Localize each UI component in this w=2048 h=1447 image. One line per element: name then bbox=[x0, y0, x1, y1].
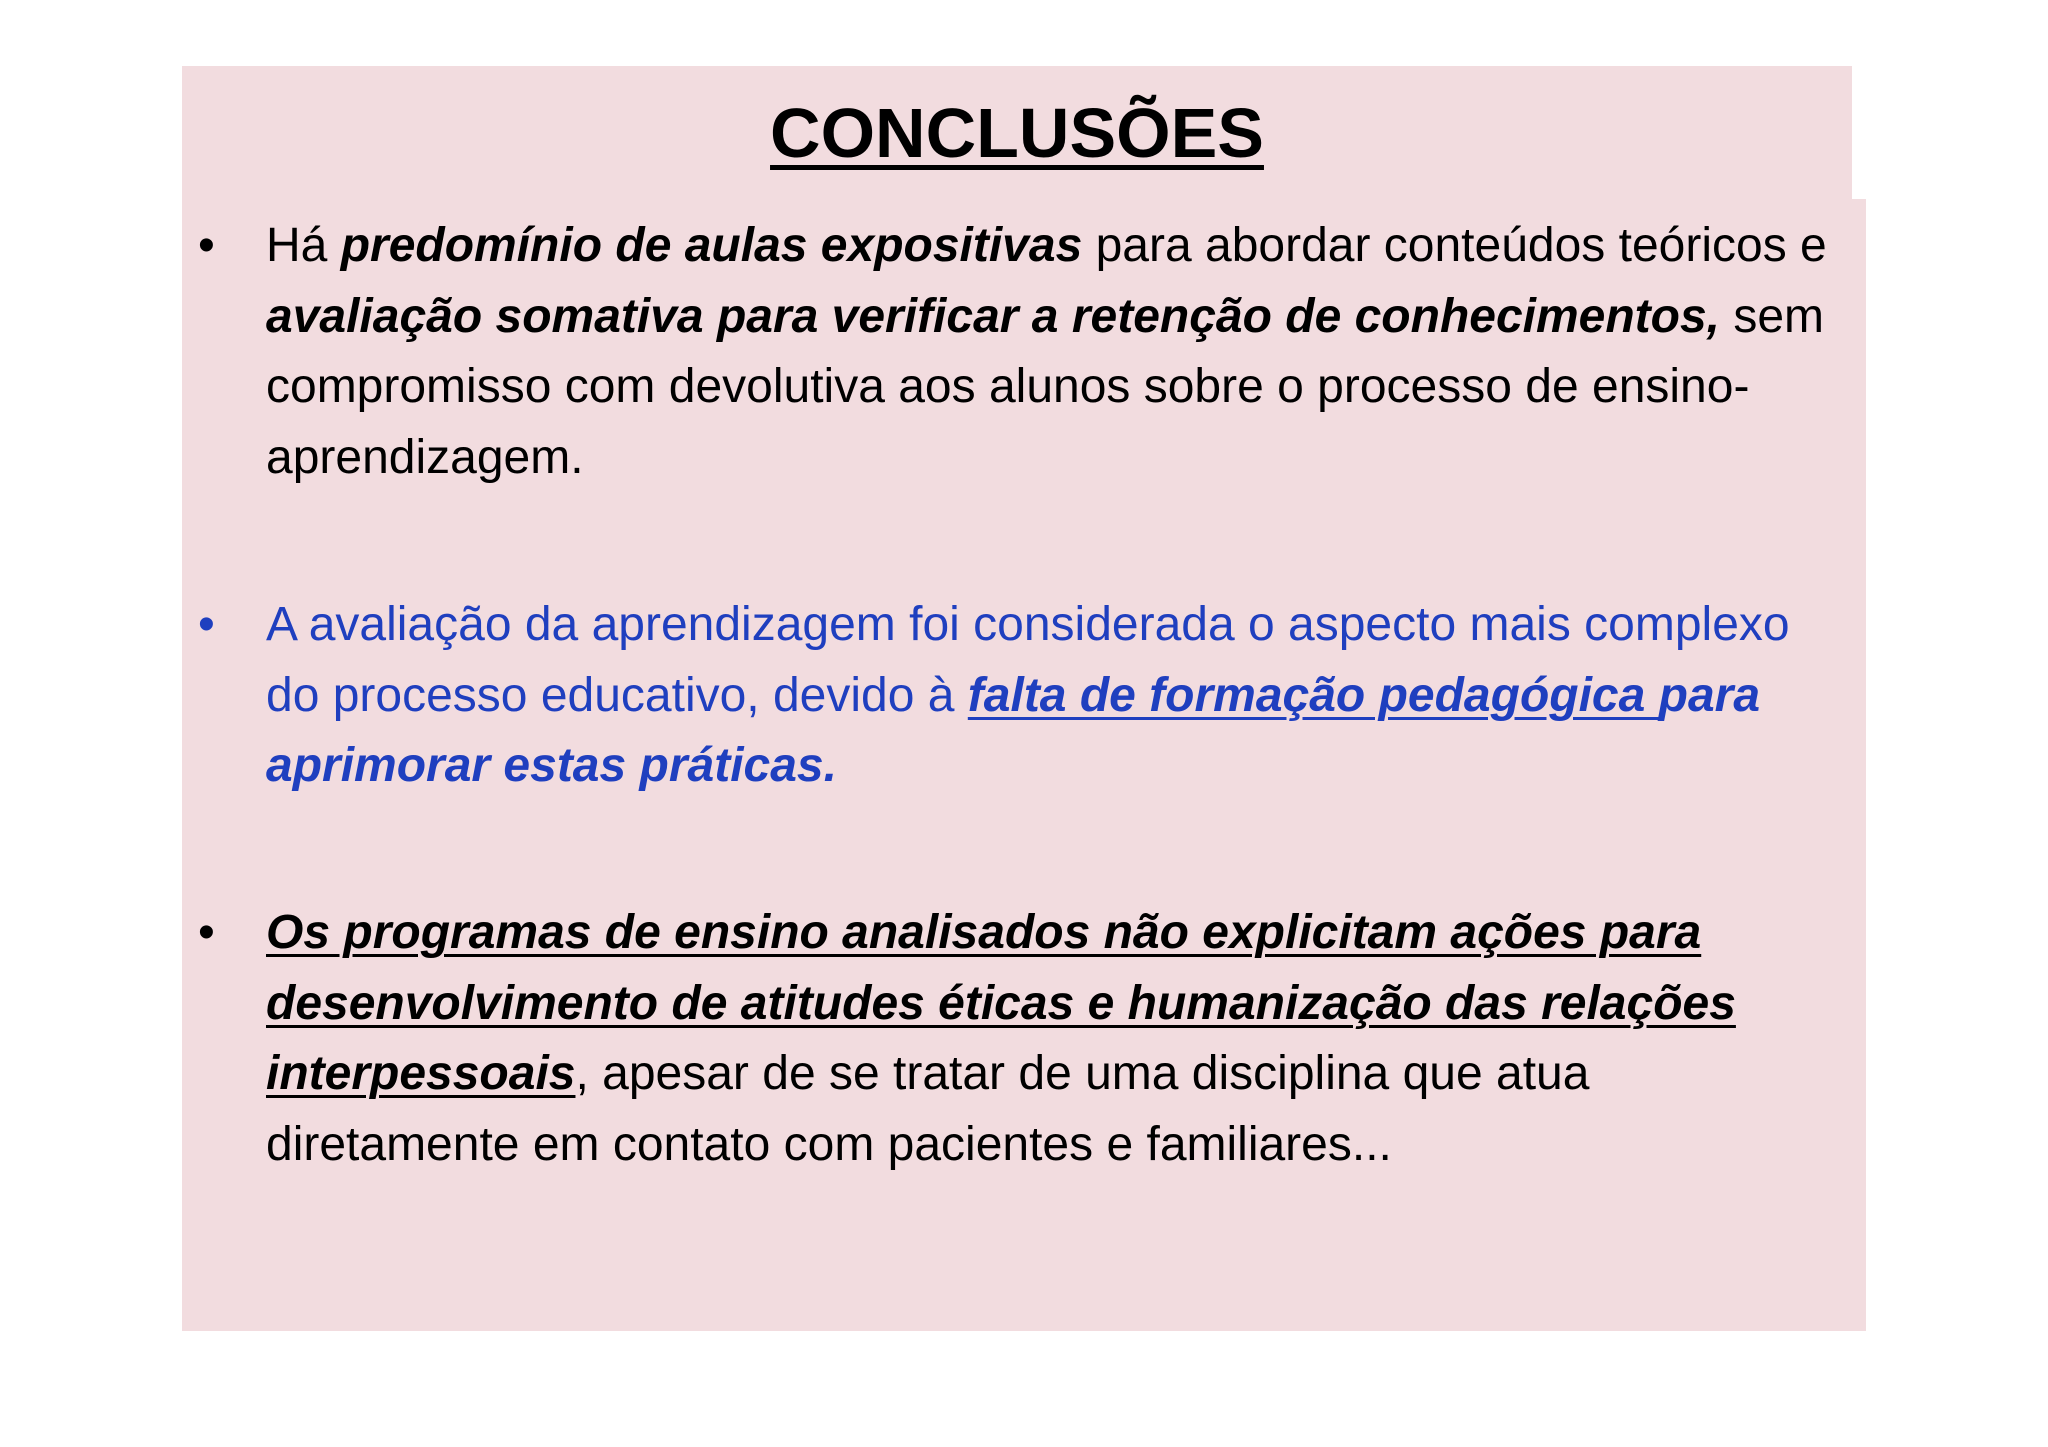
panel-right-extension bbox=[1852, 199, 1866, 1331]
bullet-dot: • bbox=[198, 906, 215, 959]
bullet-1-seg1: Há bbox=[266, 219, 341, 272]
bullet-1-seg5: sem compromisso com devolutiva aos alunos sobre o processo de ensino-aprendizagem. bbox=[266, 289, 1825, 484]
slide-title-text: CONCLUSÕES bbox=[770, 94, 1264, 172]
bullet-3-seg1-emphasis-underlined: Os programas de ensino analisados não explicitam ações para desenvolvimento de atitudes éticas e humanização das relações interpessoais bbox=[266, 906, 1736, 1100]
bullet-2-seg2-emphasis-underlined: falta de formação pedagógica bbox=[967, 668, 1659, 722]
bullet-text-2 bbox=[266, 590, 1846, 802]
bullet-dot: • bbox=[198, 219, 215, 272]
panel-notch bbox=[1852, 66, 1866, 199]
bullet-text-3 bbox=[266, 898, 1846, 1180]
bullet-dot: • bbox=[198, 598, 215, 651]
bullet-text-1 bbox=[266, 211, 1846, 493]
bullet-1-seg3: para abordar conteúdos teóricos e bbox=[1082, 219, 1827, 272]
bullet-1-seg4-emphasis: avaliação somativa para verificar a retenção de conhecimentos, bbox=[266, 289, 1721, 343]
bullet-1-seg2-emphasis: predomínio de aulas expositivas bbox=[340, 219, 1083, 272]
bullet-2-seg1: A avaliação da aprendizagem foi considerada o aspecto mais complexo do processo educativo, devido à bbox=[266, 598, 1790, 722]
slide-title bbox=[182, 90, 1852, 176]
bullet-2-seg3-emphasis: para aprimorar estas práticas. bbox=[266, 668, 1761, 792]
bullet-3-seg2: , apesar de se tratar de uma disciplina que atua diretamente em contato com pacientes e familiares... bbox=[266, 1047, 1590, 1171]
